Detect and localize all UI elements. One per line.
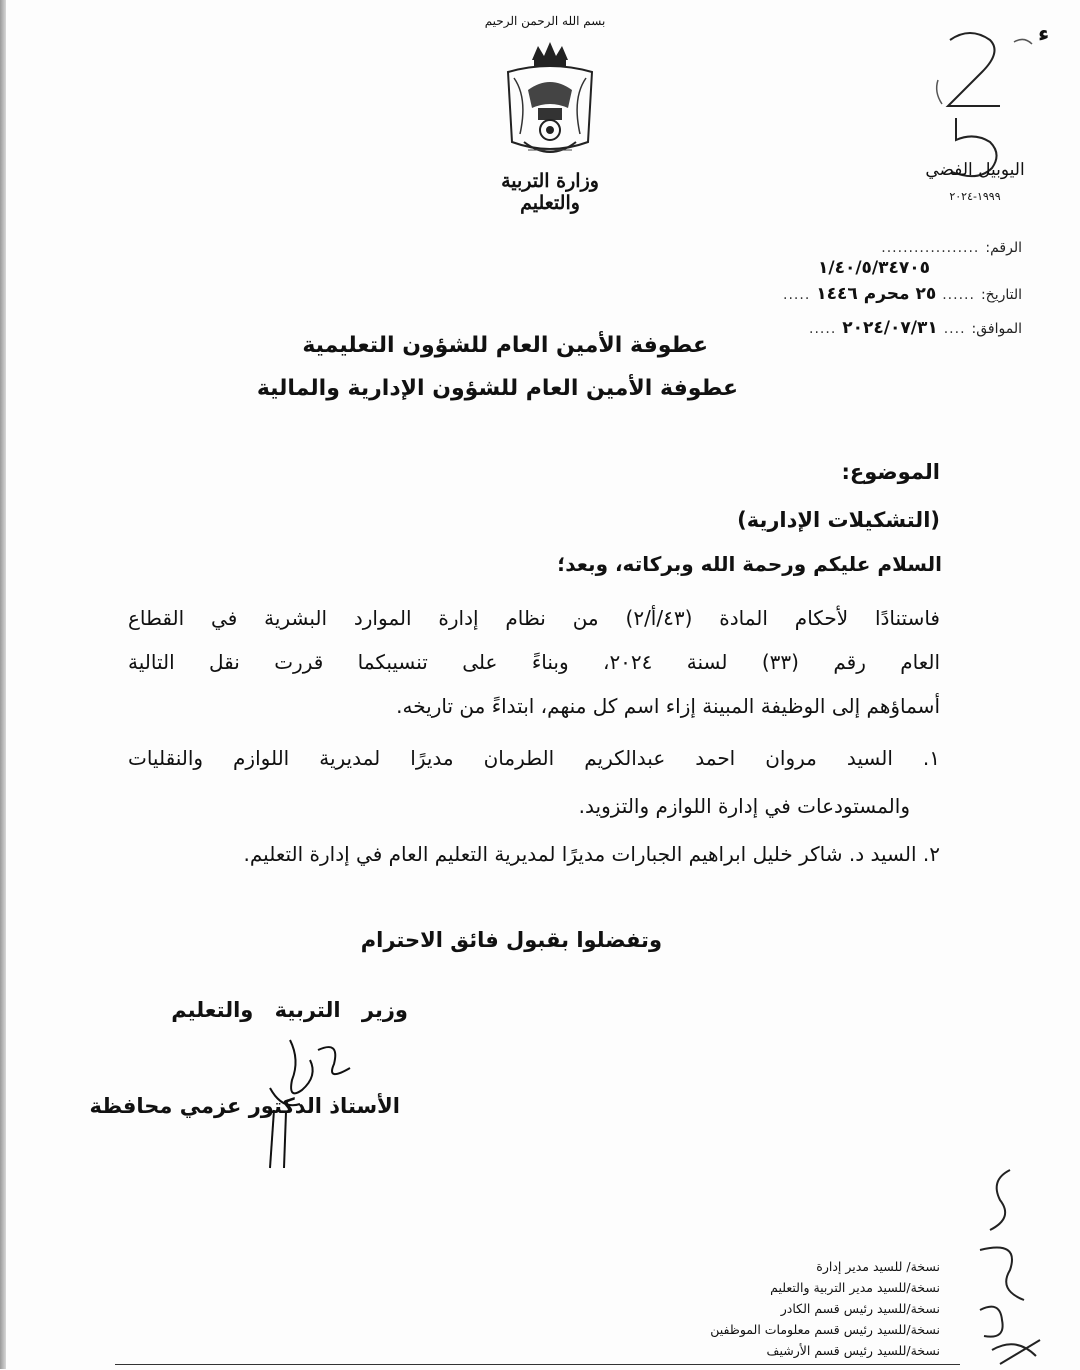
copy-line: نسخة/للسيد مدير التربية والتعليم <box>770 1280 940 1295</box>
copy-line: نسخة/للسيد رئيس قسم الأرشيف <box>766 1343 940 1358</box>
handwritten-initials-icon <box>940 1160 1050 1370</box>
copy-line: نسخة/للسيد رئيس قسم الكادر <box>780 1301 940 1316</box>
paragraph-line: فاستنادًا لأحكام المادة (٤٣/أ/٢) من نظام إدارة الموارد البشرية في القطاع <box>128 606 940 630</box>
list-item-2: ٢. السيد د. شاكر خليل ابراهيم الجبارات مديرًا لمديرية التعليم العام في إدارة التعليم. <box>243 842 940 866</box>
reference-date-row: التاريخ: ...... ٢٥ محرم ١٤٤٦ ..... <box>783 284 1022 304</box>
list-item-1-line-2: والمستودعات في إدارة اللوازم والتزويد. <box>578 794 910 818</box>
reference-equivalent-value: ٢٠٢٤/٠٧/٣١ <box>842 318 938 338</box>
subject-value: (التشكيلات الإدارية) <box>737 508 940 532</box>
reference-number-value: ١/٤٠/٥/٣٤٧٠٥ <box>818 258 931 278</box>
paragraph-line: أسماؤهم إلى الوظيفة المبينة إزاء اسم كل منهم، ابتداءً من تاريخه. <box>396 694 940 718</box>
reference-equivalent-row: الموافق: .... ٢٠٢٤/٠٧/٣١ ..... <box>809 318 1022 338</box>
paragraph-line: العام رقم (٣٣) لسنة ٢٠٢٤، وبناءً على تنسيبكما قررت نقل التالية <box>128 650 940 674</box>
minister-name: الأستاذ الدكتور عزمي محافظة <box>89 1094 400 1118</box>
copy-line: نسخة/ للسيد مدير إدارة <box>816 1259 940 1274</box>
addressee-line-2: عطوفة الأمين العام للشؤون الإدارية والمالية <box>256 376 738 401</box>
reference-equivalent-label: الموافق: <box>971 321 1022 337</box>
reference-number-label: الرقم: <box>985 240 1022 256</box>
royal-crest-icon <box>498 38 602 166</box>
corner-mark: ء <box>1038 22 1050 47</box>
jubilee-years: ١٩٩٩-٢٠٢٤ <box>949 190 1001 203</box>
bottom-rule <box>115 1364 960 1365</box>
ministry-logo-text: وزارة التربية والتعليم <box>501 170 599 214</box>
closing-line: وتفضلوا بقبول فائق الاحترام <box>360 928 662 952</box>
jubilee-title: اليوبيل الفضي <box>925 160 1025 180</box>
silver-jubilee-logo-icon <box>920 22 1060 212</box>
subject-label: الموضوع: <box>841 460 940 484</box>
bismillah-text: بسم الله الرحمن الرحيم <box>484 14 606 28</box>
greeting: السلام عليكم ورحمة الله وبركاته، وبعد؛ <box>557 552 942 576</box>
minister-title: وزير التربية والتعليم <box>171 998 408 1022</box>
addressee-line-1: عطوفة الأمين العام للشؤون التعليمية <box>302 333 708 358</box>
copies-list <box>710 1256 940 1361</box>
list-item-1-line-1: ١. السيد مروان احمد عبدالكريم الطرمان مديرًا لمديرية اللوازم والنقليات <box>128 746 940 770</box>
copy-line: نسخة/للسيد رئيس قسم معلومات الموظفين <box>710 1322 940 1337</box>
page-edge <box>0 0 6 1369</box>
reference-date-label: التاريخ: <box>980 287 1022 303</box>
reference-date-value: ٢٥ محرم ١٤٤٦ <box>816 284 937 304</box>
reference-number-row: الرقم: .................. <box>881 240 1022 256</box>
